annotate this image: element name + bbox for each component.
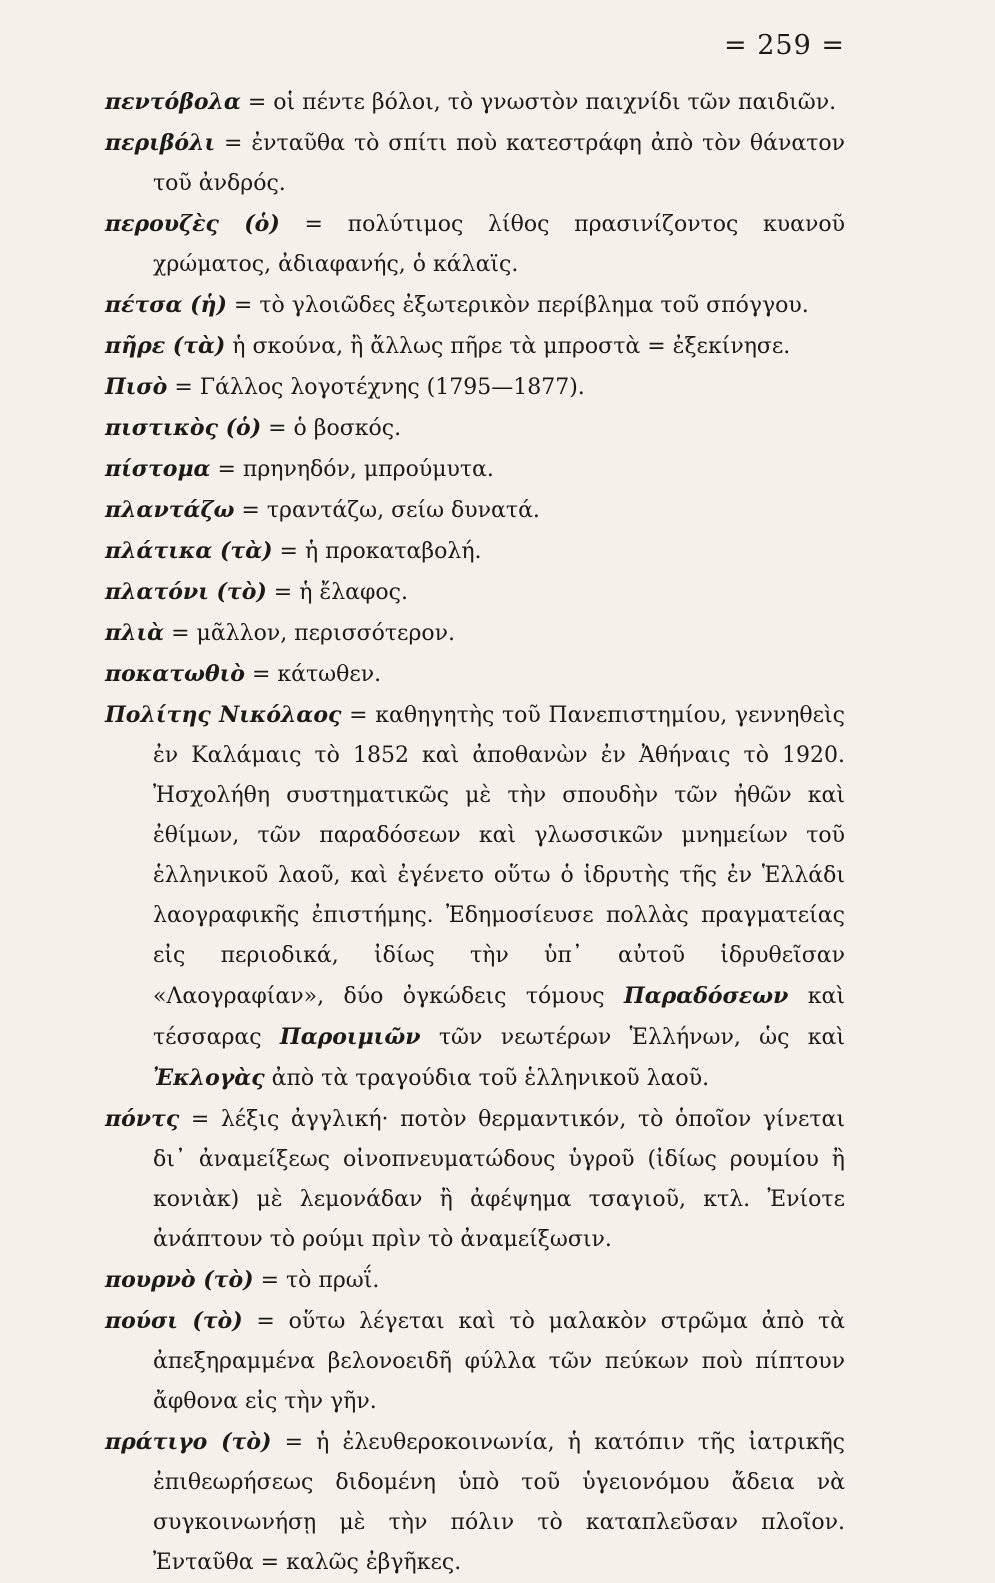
entry-headword: πούσι (τὸ) <box>105 1308 243 1334</box>
book-title-eklogas: Ἐκλογὰς <box>153 1065 265 1091</box>
entry-headword: περουζὲς (ὁ) <box>105 211 280 237</box>
entry-definition: = ἐνταῦθα τὸ σπίτι ποὺ κατεστράφη ἀπὸ τὸν θάνατον τοῦ ἀνδρός. <box>153 131 845 196</box>
entry-definition: = οὕτω λέγεται καὶ τὸ μαλακὸν στρῶμα ἀπὸ τὰ ἀπεξηραμμένα βελονοειδῆ φύλλα τῶν πεύκων ποὺ πίπτουν ἄφθονα εἰς τὴν γῆν. <box>153 1309 845 1414</box>
entry-definition: = ἡ προκαταβολή. <box>272 539 482 564</box>
entry-definition: = πολύτιμος λίθος πρασινίζοντος κυανοῦ χρώματος, ἀδιαφανής, ὁ κάλαϊς. <box>153 212 846 277</box>
glossary-entry-politis <box>105 695 845 1099</box>
glossary-entries <box>105 82 845 1583</box>
glossary-entry <box>105 408 845 449</box>
entry-definition: = τραντάζω, σείω δυνατά. <box>234 498 540 523</box>
entry-definition: = τὸ γλοιῶδες ἐξωτερικὸν περίβλημα τοῦ σπόγγου. <box>226 293 809 318</box>
entry-headword: πλατόνι (τὸ) <box>105 579 267 605</box>
glossary-entry <box>105 1099 845 1260</box>
entry-definition: = μᾶλλον, περισσότερον. <box>164 621 455 646</box>
entry-definition: καὶ τέσσαρας <box>153 984 845 1050</box>
glossary-entry <box>105 449 845 490</box>
entry-headword: πουρνὸ (τὸ) <box>105 1267 254 1293</box>
glossary-entry <box>105 285 845 326</box>
entry-headword: Πολίτης Νικόλαος <box>105 702 342 728</box>
glossary-entry <box>105 490 845 531</box>
entry-headword: ποκατωθιὸ <box>105 661 245 687</box>
entry-definition: = τὸ πρωΐ. <box>253 1268 380 1293</box>
entry-definition: τῶν νεωτέρων Ἑλλήνων, ὡς καὶ <box>420 1025 845 1050</box>
glossary-entry <box>105 1260 845 1301</box>
entry-definition: = Γάλλος λογοτέχνης (1795—1877). <box>167 375 585 400</box>
entry-definition: ἡ σκούνα, ἢ ἄλλως πῆρε τὰ μπροστὰ = ἐξεκίνησε. <box>225 334 791 359</box>
entry-headword: περιβόλι <box>105 130 216 156</box>
entry-definition: = ἡ ἔλαφος. <box>266 580 408 605</box>
entry-headword: πλαντάζω <box>105 497 235 523</box>
glossary-entry <box>105 613 845 654</box>
glossary-entry <box>105 531 845 572</box>
entry-definition: = λέξις ἀγγλική· ποτὸν θερμαντικόν, τὸ ὁποῖον γίνεται δι᾽ ἀναμείξεως οἰνοπνευματώδους ὑγροῦ (ἰδίως ρουμίου ἢ κονιὰκ) μὲ λεμονάδαν ἢ ἀφέψημα τσαγιοῦ, κτλ. Ἐνίοτε ἀνάπτουν τὸ ρούμι πρὶν τὸ ἀναμείξωσιν. <box>153 1107 845 1252</box>
entry-headword: πόντς <box>105 1106 180 1132</box>
entry-definition: = πρηνηδόν, μπρούμυτα. <box>210 457 494 482</box>
entry-definition: ἀπὸ τὰ τραγούδια τοῦ ἑλληνικοῦ λαοῦ. <box>264 1066 710 1091</box>
entry-headword: πεντόβολα <box>105 89 241 115</box>
entry-definition: = ὁ βοσκός. <box>261 416 402 441</box>
glossary-entry <box>105 572 845 613</box>
entry-headword: πράτιγο (τὸ) <box>105 1429 272 1455</box>
glossary-entry <box>105 654 845 695</box>
book-title-paradoseon: Παραδόσεων <box>623 983 789 1009</box>
glossary-entry <box>105 367 845 408</box>
glossary-entry <box>105 123 845 204</box>
entry-headword: πέτσα (ἡ) <box>105 292 227 318</box>
entry-headword: Πισὸ <box>105 374 168 400</box>
glossary-entry <box>105 82 845 123</box>
glossary-entry <box>105 204 845 285</box>
glossary-entry <box>105 1301 845 1422</box>
glossary-entry <box>105 326 845 367</box>
entry-definition: = καθηγητὴς τοῦ Πανεπιστημίου, γεννηθεὶς ἐν Καλάμαις τὸ 1852 καὶ ἀποθανὼν ἐν Ἀθήναις τὸ 1920. Ἠσχολήθη συστηματικῶς μὲ τὴν σπουδὴν τῶν ἠθῶν καὶ ἐθίμων, τῶν παραδόσεων καὶ γλωσσικῶν μνημείων τοῦ ἑλληνικοῦ λαοῦ, καὶ ἐγένετο οὕτω ὁ ἱδρυτὴς τῆς ἐν Ἑλλάδι λαογραφικῆς ἐπιστήμης. Ἐδημοσίευσε πολλὰς πραγματείας εἰς περιοδικά, ἰδίως τὴν ὑπ᾽ αὐτοῦ ἱδρυθεῖσαν «Λαογραφίαν», δύο ὀγκώδεις τόμους <box>153 703 845 1009</box>
entry-headword: πῆρε (τὰ) <box>105 333 226 359</box>
page-number: = 259 = <box>724 30 845 61</box>
entry-headword: πλάτικα (τὰ) <box>105 538 273 564</box>
entry-headword: πλιὰ <box>105 620 165 646</box>
entry-definition: = οἱ πέντε βόλοι, τὸ γνωστὸν παιχνίδι τῶν παιδιῶν. <box>240 90 837 115</box>
entry-definition: = ἡ ἐλευθεροκοινωνία, ἡ κατόπιν τῆς ἰατρικῆς ἐπιθεωρήσεως διδομένη ὑπὸ τοῦ ὑγειονόμου ἄδεια νὰ συγκοινωνήσῃ μὲ τὴν πόλιν τὸ καταπλεῦσαν πλοῖον. Ἐνταῦθα = καλῶς ἐβγῆκες. <box>153 1430 845 1575</box>
book-title-paroimion: Παροιμιῶν <box>279 1024 421 1050</box>
entry-definition: = κάτωθεν. <box>244 662 382 687</box>
entry-headword: πιστικὸς (ὁ) <box>105 415 262 441</box>
glossary-entry <box>105 1422 845 1583</box>
entry-headword: πίστομα <box>105 456 211 482</box>
